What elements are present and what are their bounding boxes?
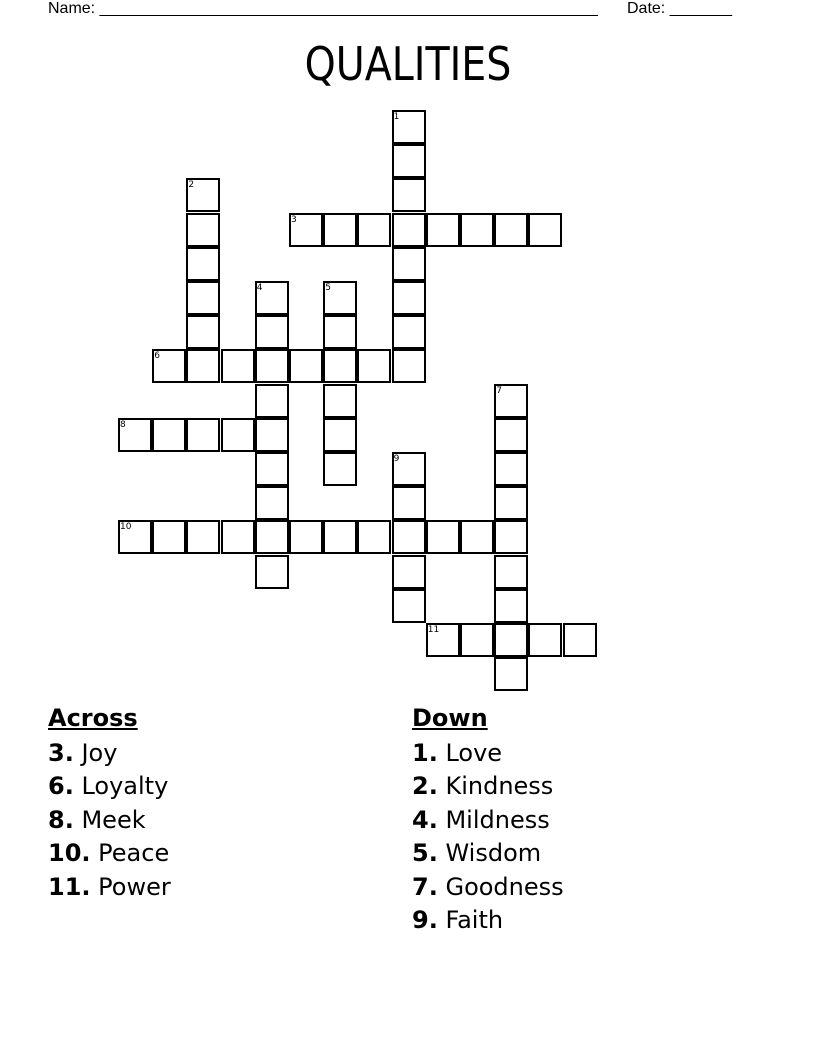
grid-cell[interactable] bbox=[323, 349, 357, 383]
grid-cell[interactable] bbox=[392, 144, 426, 178]
cell-number: 10 bbox=[120, 522, 132, 533]
down-clues bbox=[412, 703, 564, 937]
grid-cell[interactable] bbox=[460, 520, 494, 554]
grid-cell[interactable] bbox=[323, 213, 357, 247]
clue-text: Meek bbox=[81, 805, 146, 834]
grid-cell[interactable] bbox=[255, 555, 289, 589]
grid-cell[interactable] bbox=[563, 623, 597, 657]
grid-cell[interactable] bbox=[494, 657, 528, 691]
grid-cell[interactable] bbox=[460, 213, 494, 247]
grid-cell[interactable] bbox=[323, 315, 357, 349]
clue-down-5 bbox=[412, 837, 564, 870]
grid-cell[interactable] bbox=[186, 315, 220, 349]
grid-cell[interactable] bbox=[255, 315, 289, 349]
clue-down-1 bbox=[412, 737, 564, 770]
clue-number: 10. bbox=[48, 839, 91, 868]
grid-cell[interactable] bbox=[392, 520, 426, 554]
grid-cell[interactable] bbox=[392, 589, 426, 623]
clue-text: Power bbox=[98, 872, 171, 901]
clue-across-10 bbox=[48, 837, 171, 870]
grid-cell[interactable] bbox=[494, 520, 528, 554]
grid-cell[interactable] bbox=[221, 520, 255, 554]
clue-text: Kindness bbox=[445, 772, 554, 801]
grid-cell[interactable] bbox=[289, 349, 323, 383]
grid-cell[interactable] bbox=[255, 520, 289, 554]
clue-number: 5. bbox=[412, 839, 438, 868]
grid-cell[interactable] bbox=[186, 349, 220, 383]
grid-cell[interactable] bbox=[392, 213, 426, 247]
clue-number: 9. bbox=[412, 906, 438, 935]
grid-cell[interactable] bbox=[494, 555, 528, 589]
cell-number: 7 bbox=[496, 385, 502, 396]
grid-cell[interactable] bbox=[255, 452, 289, 486]
grid-cell[interactable] bbox=[323, 384, 357, 418]
clue-across-6 bbox=[48, 770, 171, 803]
grid-cell[interactable] bbox=[186, 247, 220, 281]
grid-cell[interactable] bbox=[528, 213, 562, 247]
grid-cell[interactable] bbox=[152, 418, 186, 452]
clue-number: 3. bbox=[48, 739, 74, 767]
clue-down-9 bbox=[412, 904, 564, 937]
clue-across-11 bbox=[48, 871, 171, 904]
grid-cell[interactable] bbox=[255, 418, 289, 452]
clue-number: 6. bbox=[48, 772, 74, 801]
grid-cell[interactable] bbox=[357, 520, 391, 554]
grid-cell[interactable] bbox=[357, 213, 391, 247]
grid-cell[interactable] bbox=[392, 349, 426, 383]
grid-cell[interactable] bbox=[426, 520, 460, 554]
grid-cell[interactable] bbox=[323, 418, 357, 452]
grid-cell[interactable] bbox=[392, 555, 426, 589]
clue-number: 7. bbox=[412, 872, 438, 901]
grid-cell[interactable] bbox=[289, 520, 323, 554]
grid-cell[interactable] bbox=[221, 349, 255, 383]
clue-number: 8. bbox=[48, 805, 74, 834]
across-clues bbox=[48, 703, 171, 904]
clue-text: Wisdom bbox=[445, 839, 542, 868]
clue-across-3 bbox=[48, 737, 171, 770]
grid-cell[interactable] bbox=[392, 486, 426, 520]
clue-number: 4. bbox=[412, 805, 438, 834]
grid-cell[interactable] bbox=[255, 349, 289, 383]
down-heading: Down bbox=[412, 704, 488, 732]
clue-text: Goodness bbox=[445, 872, 564, 901]
grid-cell[interactable] bbox=[255, 486, 289, 520]
clue-across-8 bbox=[48, 804, 171, 837]
grid-cell[interactable] bbox=[323, 520, 357, 554]
clue-text: Love bbox=[445, 739, 503, 767]
clue-number: 2. bbox=[412, 772, 438, 801]
clue-text: Peace bbox=[98, 839, 170, 868]
grid-cell[interactable] bbox=[494, 418, 528, 452]
cell-number: 4 bbox=[256, 283, 263, 293]
cell-number: 1 bbox=[393, 112, 400, 122]
cell-number: 11 bbox=[427, 625, 440, 635]
grid-cell[interactable] bbox=[152, 520, 186, 554]
cell-number: 5 bbox=[325, 283, 331, 293]
cell-number: 9 bbox=[393, 454, 400, 464]
grid-cell[interactable] bbox=[460, 623, 494, 657]
name-line[interactable]: Name: ________________________________________________________ bbox=[48, 0, 598, 17]
grid-cell[interactable] bbox=[323, 452, 357, 486]
grid-cell[interactable] bbox=[392, 178, 426, 212]
grid-cell[interactable] bbox=[494, 589, 528, 623]
cell-number: 3 bbox=[291, 214, 297, 225]
grid-cell[interactable] bbox=[392, 247, 426, 281]
clue-number: 1. bbox=[412, 739, 438, 767]
clue-text: Joy bbox=[81, 739, 118, 767]
grid-cell[interactable] bbox=[186, 418, 220, 452]
grid-cell[interactable] bbox=[357, 349, 391, 383]
grid-cell[interactable] bbox=[221, 418, 255, 452]
grid-cell[interactable] bbox=[494, 213, 528, 247]
date-line[interactable]: Date: _______ bbox=[627, 0, 732, 17]
clue-text: Loyalty bbox=[81, 772, 169, 801]
clue-down-4 bbox=[412, 804, 564, 837]
clue-text: Mildness bbox=[445, 805, 550, 834]
clue-down-7 bbox=[412, 871, 564, 904]
grid-cell[interactable] bbox=[494, 452, 528, 486]
clue-text: Faith bbox=[445, 906, 504, 935]
grid-cell[interactable] bbox=[255, 384, 289, 418]
grid-cell[interactable] bbox=[494, 486, 528, 520]
puzzle-title: QUALITIES bbox=[304, 37, 512, 91]
grid-cell[interactable] bbox=[392, 281, 426, 315]
grid-cell[interactable] bbox=[186, 213, 220, 247]
across-heading: Across bbox=[48, 704, 138, 732]
grid-cell[interactable] bbox=[528, 623, 562, 657]
cell-number: 6 bbox=[154, 351, 160, 362]
grid-cell[interactable] bbox=[426, 213, 460, 247]
cell-number: 8 bbox=[120, 419, 126, 430]
cell-number: 2 bbox=[188, 180, 195, 191]
grid-cell[interactable] bbox=[186, 520, 220, 554]
grid-cell[interactable] bbox=[494, 623, 528, 657]
clue-down-2 bbox=[412, 770, 564, 803]
grid-cell[interactable] bbox=[392, 315, 426, 349]
clue-number: 11. bbox=[48, 872, 91, 901]
grid-cell[interactable] bbox=[186, 281, 220, 315]
